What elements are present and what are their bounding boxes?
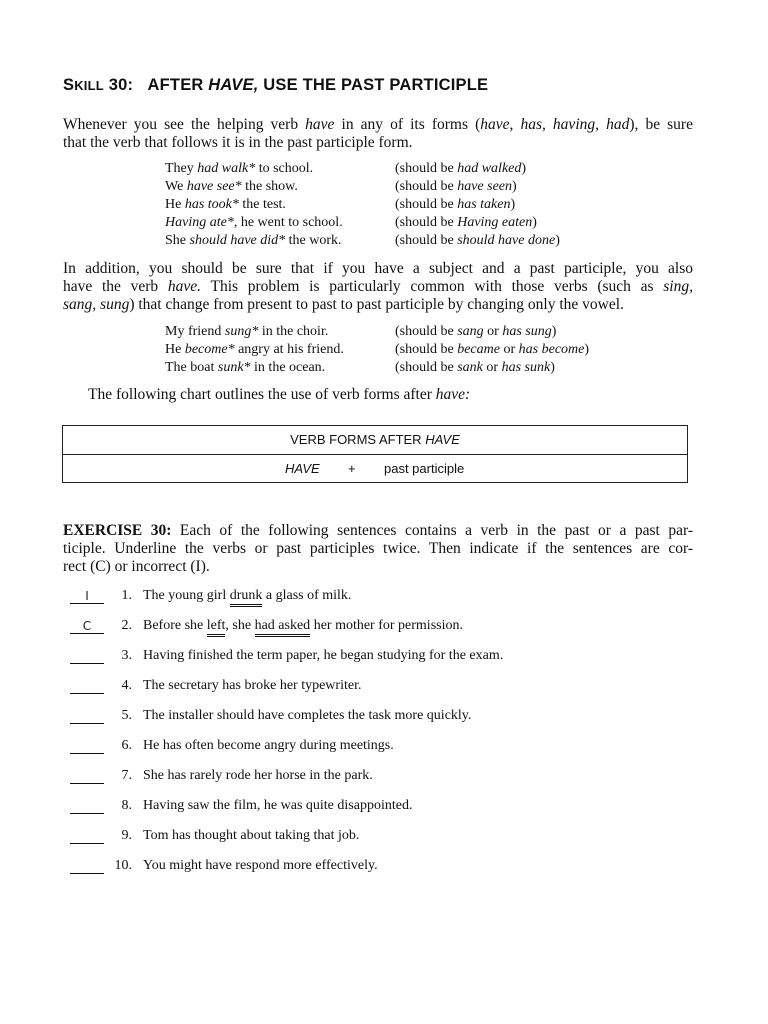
double-underlined-verb: drunk [230,588,263,607]
skill-initial: S [63,76,75,94]
text-run: her mother for permission. [310,618,463,633]
correction [395,214,537,232]
text-run: VERB FORMS AFTER [290,432,426,447]
item-sentence [143,858,378,874]
intro-paragraph [63,116,693,152]
double-underlined-verb: had asked [255,618,311,637]
text-run: He [165,342,185,357]
text-run: a glass of milk. [262,588,352,603]
item-sentence [143,798,412,814]
text-run-italic: sunk* [217,360,251,375]
text-run: Each of the following sentences contains a verb in the past or a past par- [171,522,693,539]
text-run-italic: has took* [184,197,239,212]
answer-blank[interactable] [70,799,104,814]
intro-line-2: that the verb that follows it is in the past participle form. [63,134,413,151]
text-run-italic: sing, [663,278,693,295]
answer-blank[interactable] [70,649,104,664]
incorrect-example [165,160,313,178]
text-run: The following chart outlines the use of verb forms after [88,386,436,403]
skill-title-italic: HAVE, [208,76,259,94]
correction [395,232,560,250]
text-run: (should be [395,360,458,375]
text-run-italic: has become [518,342,585,357]
chart-plus: + [348,461,356,476]
text-run-italic: had walked [457,161,522,176]
item-number: 1. [121,588,132,603]
skill-number: 30: [108,76,134,94]
incorrect-example [165,323,328,341]
skill-title-part: AFTER [147,76,209,94]
text-run: ) [521,161,527,176]
addition-line-2 [63,278,693,296]
text-run: the show. [241,179,298,194]
exercise-line-3: rect (C) or incorrect (I). [63,558,210,575]
item-number: 6. [121,738,132,753]
text-run: in the ocean. [250,360,326,375]
item-sentence [143,828,359,844]
incorrect-example [165,359,325,377]
incorrect-example [165,341,344,359]
text-run-italic: have. [167,278,202,295]
text-run-italic: have [305,116,335,133]
text-run-italic: has taken [457,197,511,212]
item-sentence [143,618,463,634]
text-run-italic: sang, sung [63,296,130,313]
incorrect-example [165,232,342,250]
text-run-italic: have seen [457,179,513,194]
text-run: have the verb [63,278,168,295]
text-run: ) [512,179,517,194]
text-run-italic: should have done [457,233,556,248]
text-run-italic: sang [457,324,484,339]
text-run: (should be [395,215,458,230]
text-run: ) [532,215,537,230]
correction [395,196,515,214]
text-run-italic: should have did* [189,233,286,248]
text-run: He [165,197,185,212]
text-run: or [483,324,503,339]
text-run: The young girl [143,588,230,603]
text-run: to school. [255,161,314,176]
item-number: 3. [121,648,132,663]
text-run: They [165,161,198,176]
incorrect-example [165,196,286,214]
answer-blank[interactable] [70,739,104,754]
text-run: Before she [143,618,207,633]
chart-formula [63,455,687,483]
double-underlined-verb: left [207,618,226,637]
item-number: 2. [121,618,132,633]
text-run: , he went to school. [233,215,343,230]
text-run: the work. [285,233,342,248]
text-run-italic: have, has, having, had [480,116,630,133]
exercise-label: EXERCISE 30: [63,522,172,539]
text-run-italic: has sunk [501,360,551,375]
text-run-italic: sank [457,360,483,375]
text-run: , she [225,618,255,633]
text-run: angry at his friend. [234,342,344,357]
text-run: ) [584,342,590,357]
item-number: 7. [121,768,132,783]
verb-forms-chart [62,425,688,483]
skill-word: KILL [74,78,104,93]
correction [395,178,517,196]
text-run: We [165,179,187,194]
answer-blank[interactable]: I [70,589,104,604]
incorrect-example [165,214,343,232]
text-run: (should be [395,179,458,194]
text-run-italic: had walk* [197,161,256,176]
text-run: in any of its forms ( [334,116,481,133]
text-run: He has often become angry during meetings. [143,738,394,753]
item-number: 9. [121,828,132,843]
text-run: The installer should have completes the task more quickly. [143,708,472,723]
item-number: 8. [121,798,132,813]
correction [395,341,589,359]
answer-blank[interactable]: C [70,619,104,634]
text-run: in the choir. [258,324,329,339]
text-run: The secretary has broke her typewriter. [143,678,362,693]
addition-line-3 [63,296,693,314]
text-run: Having saw the film, he was quite disappointed. [143,798,413,813]
answer-blank[interactable] [70,709,104,724]
text-run: This problem is particularly common with those verbs (such as [201,278,664,295]
text-run: My friend [165,324,225,339]
text-run: or [482,360,502,375]
text-run: ) [551,324,557,339]
answer-blank[interactable] [70,829,104,844]
text-run-italic: Having eaten [457,215,533,230]
chart-have: HAVE [285,461,320,476]
text-run: The boat [165,360,218,375]
chart-lead-in [88,386,470,404]
correction [395,359,555,377]
text-run-italic: sung* [224,324,259,339]
correction [395,323,556,341]
text-run: (should be [395,233,458,248]
text-run: Tom has thought about taking that job. [143,828,360,843]
correction [395,160,526,178]
text-run: the test. [238,197,286,212]
chart-title [63,426,687,455]
text-run-italic: HAVE [425,432,460,447]
text-run: ) [550,360,555,375]
item-sentence [143,738,394,754]
text-run: (should be [395,342,458,357]
exercise-line-1 [63,522,693,540]
exercise-line-2: ticiple. Underline the verbs or past participles twice. Then indicate if the sentences are cor- [63,540,693,557]
text-run: (should be [395,161,458,176]
text-run-italic: Having ate* [165,215,234,230]
item-number: 10. [114,858,132,873]
item-number: 5. [121,708,132,723]
skill-title-part: USE THE PAST PARTICIPLE [258,76,489,94]
text-run: She has rarely rode her horse in the park. [143,768,373,783]
text-run: She [165,233,190,248]
chart-past-participle: past participle [384,461,465,476]
text-run: (should be [395,197,458,212]
answer-blank[interactable] [70,679,104,694]
answer-blank[interactable] [70,859,104,874]
item-sentence [143,768,373,784]
text-run: Having finished the term paper, he began studying for the exam. [143,648,504,663]
item-sentence [143,588,351,604]
exercise-instructions [63,522,693,576]
skill-heading [63,76,488,95]
item-sentence [143,708,471,724]
text-run: ), be sure [629,116,693,133]
text-run: or [499,342,519,357]
item-sentence [143,648,503,664]
addition-line-1: In addition, you should be sure that if you have a subject and a past participle, you also [63,260,693,277]
item-sentence [143,678,361,694]
answer-blank[interactable] [70,769,104,784]
text-run: ) [555,233,560,248]
incorrect-example [165,178,298,196]
intro-line-1 [63,116,693,134]
text-run: You might have respond more effectively. [143,858,378,873]
text-run-italic: have see* [186,179,242,194]
text-run-italic: have: [435,386,471,403]
text-run: (should be [395,324,458,339]
text-run-italic: become* [184,342,235,357]
text-run-italic: has sung [502,324,552,339]
text-run-italic: became [457,342,500,357]
item-number: 4. [121,678,132,693]
text-run: ) that change from present to past to past participle by changing only the vowel. [129,296,624,313]
addition-paragraph [63,260,693,314]
text-run: Whenever you see the helping verb [63,116,306,133]
text-run: ) [510,197,516,212]
